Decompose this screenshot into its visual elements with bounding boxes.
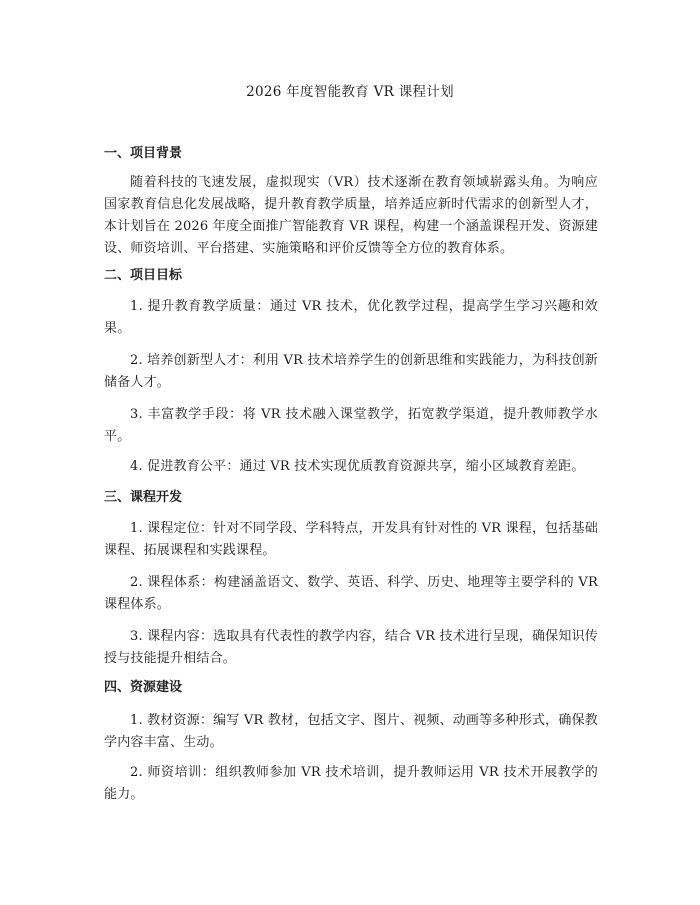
paragraph-resources-1: 1. 教材资源：编写 VR 教材，包括文字、图片、视频、动画等多种形式，确保教学内容丰富、生动。: [104, 713, 598, 750]
paragraph-resources-2: 2. 师资培训：组织教师参加 VR 技术培训，提升教师运用 VR 技术开展教学的能力。: [104, 765, 598, 802]
document-title: 2026 年度智能教育 VR 课程计划: [246, 84, 454, 100]
paragraph-goal-4: 4. 促进教育公平：通过 VR 技术实现优质教育资源共享，缩小区域教育差距。: [130, 459, 585, 474]
section-heading-goals: 二、项目目标: [104, 268, 183, 283]
paragraph-goal-2: 2. 培养创新型人才：利用 VR 技术培养学生的创新思维和实践能力，为科技创新储备人才。: [104, 353, 598, 390]
paragraph-curriculum-1: 1. 课程定位：针对不同学段、学科特点，开发具有针对性的 VR 课程，包括基础课程、拓展课程和实践课程。: [104, 521, 598, 558]
paragraph-background: 随着科技的飞速发展，虚拟现实（VR）技术逐渐在教育领域崭露头角。为响应国家教育信息化发展战略，提升教育教学质量，培养适应新时代需求的创新型人才，本计划旨在 2026 年度全面推广智能教育 VR 课程，构建一个涵盖课程开发、资源建设、师资培训、平台搭建、实施策略和评价反馈等全方位的教育体系。: [104, 175, 598, 256]
paragraph-curriculum-3: 3. 课程内容：选取具有代表性的教学内容，结合 VR 技术进行呈现，确保知识传授与技能提升相结合。: [104, 629, 598, 666]
paragraph-goal-1: 1. 提升教育教学质量：通过 VR 技术，优化教学过程，提高学生学习兴趣和效果。: [104, 299, 598, 336]
section-heading-resources: 四、资源建设: [104, 680, 183, 695]
section-heading-curriculum: 三、课程开发: [104, 490, 183, 505]
paragraph-goal-3: 3. 丰富教学手段：将 VR 技术融入课堂教学，拓宽教学渠道，提升教师教学水平。: [104, 407, 598, 444]
paragraph-curriculum-2: 2. 课程体系：构建涵盖语文、数学、英语、科学、历史、地理等主要学科的 VR 课程体系。: [104, 575, 598, 612]
section-heading-background: 一、项目背景: [104, 146, 183, 161]
